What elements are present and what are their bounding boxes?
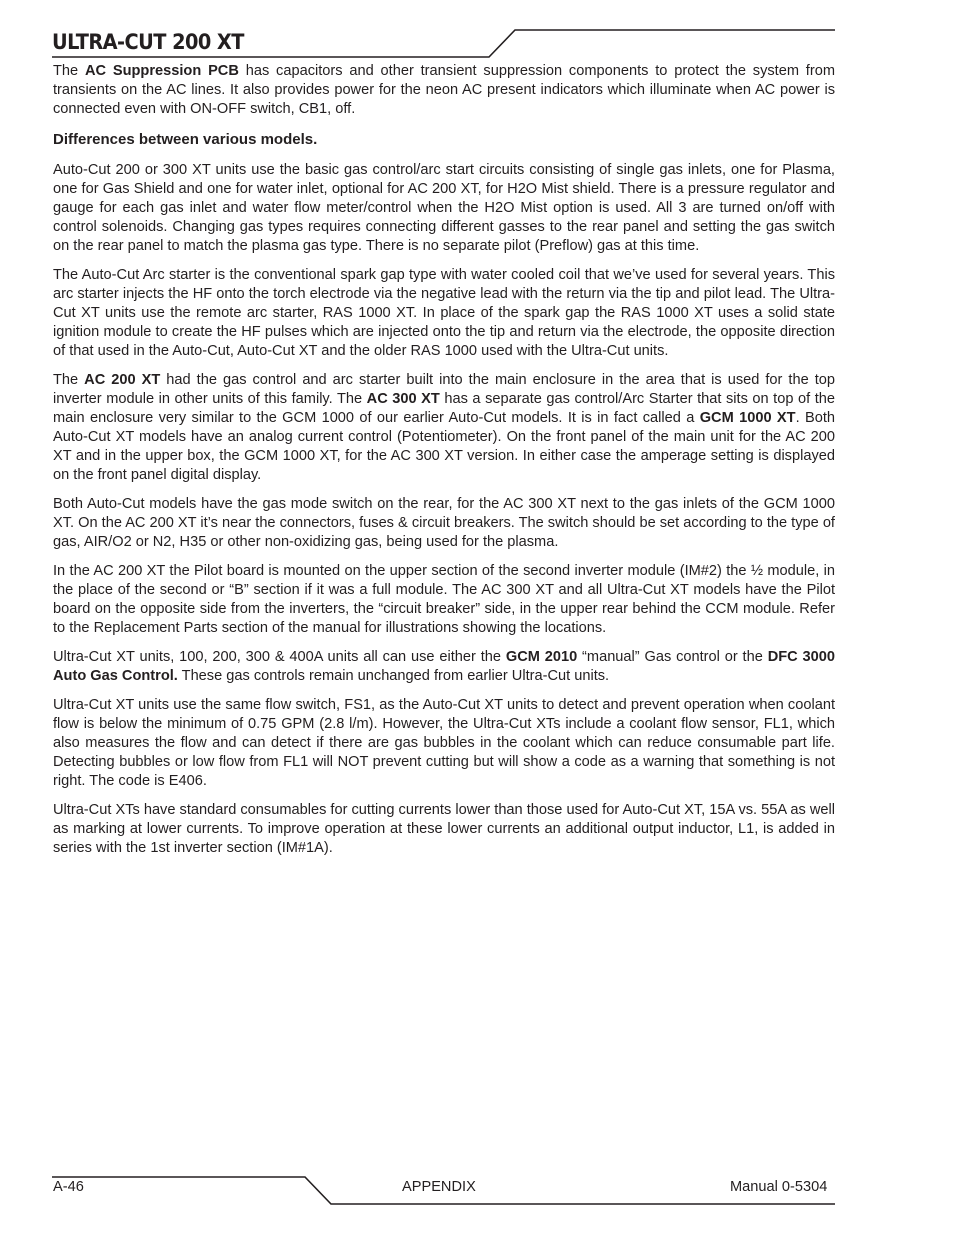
text-run: had the gas control and arc starter built into the main enclosure in the area that is used for the top inverter module in other units of this family. The (53, 372, 836, 407)
manual-number: Manual 0-5304 (730, 1179, 828, 1195)
text-run: These gas controls remain unchanged from earlier Ultra-Cut units. (177, 668, 610, 684)
paragraph (53, 266, 835, 361)
bold-term: GCM 1000 XT (699, 410, 796, 426)
footer-section: APPENDIX (402, 1179, 476, 1195)
text-run: Both Auto-Cut models have the gas mode switch on the rear, for the AC 300 XT next to the gas inlets of the GCM 1000 XT. On the AC 200 XT it’s near the connectors, fuses & circuit breakers. The switch should be set according to the type of gas, AIR/O2 or N2, H35 or other non-oxidizing gas, being used for the plasma. (53, 496, 835, 550)
section-heading (53, 130, 835, 149)
paragraph (53, 648, 835, 686)
bold-term: AC 300 XT (366, 391, 440, 407)
text-run: Auto-Cut 200 or 300 XT units use the basic gas control/arc start circuits consisting of single gas inlets, one for Plasma, one for Gas Shield and one for water inlet, optional for AC 200 XT, for H2O Mist shield. There is a pressure regulator and gauge for each gas inlet and water flow meter/control when the H2O Mist option is used. All 3 are turned on/off with control solenoids. Changing gas types requires connecting different gasses to the rear panel and setting the gas switch on the rear panel to match the plasma gas type. There is no separate pilot (Preflow) gas at this time. (53, 162, 835, 254)
paragraph (53, 371, 835, 485)
bold-term: DFC 3000 Auto Gas Control. (53, 649, 835, 684)
paragraph (53, 495, 835, 552)
paragraph (53, 161, 835, 256)
text-run: In the AC 200 XT the Pilot board is mounted on the upper section of the second inverter module (IM#2) the ½ module, in the place of the second or “B” section if it was a full module. The AC 300 XT and all Ultra-Cut XT models have the Pilot board on the opposite side from the inverters, the “circuit breaker” side, in the upper rear behind the CCM module. Refer to the Replacement Parts section of the manual for illustrations showing the locations. (53, 563, 835, 636)
text-run: . Both Auto-Cut XT models have an analog current control (Potentiometer). On the front panel of the main unit for the AC 200 XT and in the upper box, the GCM 1000 XT, for the AC 300 XT version. In either case the amperage setting is displayed on the front panel digital display. (53, 410, 835, 483)
bold-term: AC 200 XT (84, 372, 161, 388)
text-run: has a separate gas control/Arc Starter that sits on top of the main enclosure very similar to the GCM 1000 of our earlier Auto-Cut models. It is in fact called a (53, 391, 836, 426)
text-run: The Auto-Cut Arc starter is the conventional spark gap type with water cooled coil that we’ve used for several years. This arc starter injects the HF onto the torch electrode via the negative lead with the return via the tip and pilot lead. The Ultra-Cut XT units use the remote arc starter, RAS 1000 XT. In place of the spark gap the RAS 1000 XT uses a solid state ignition module to create the HF pulses which are injected onto the tip and return via the electrode, the opposite direction of that used in the Auto-Cut, Auto-Cut XT and the older RAS 1000 used with the Ultra-Cut units. (53, 267, 835, 359)
text-run: Ultra-Cut XTs have standard consumables for cutting currents lower than those used for Auto-Cut XT, 15A vs. 55A as well as marking at lower currents. To improve operation at these lower currents an additional output inductor, L1, is added in series with the 1st inverter section (IM#1A). (53, 802, 835, 856)
paragraph (53, 62, 835, 119)
page-title: ULTRA-CUT 200 XT (52, 30, 244, 54)
page-number: A-46 (53, 1179, 84, 1195)
bold-term: AC Suppression PCB (84, 63, 239, 79)
bold-term: GCM 2010 (505, 649, 578, 665)
document-body (53, 62, 835, 868)
text-run: The (53, 372, 85, 388)
paragraph (53, 696, 835, 791)
paragraph (53, 801, 835, 858)
text-run: “manual” Gas control or the (577, 649, 768, 665)
text-run: Differences between various models. (53, 131, 318, 148)
text-run: Ultra-Cut XT units, 100, 200, 300 & 400A units all can use either the (53, 649, 506, 665)
text-run: has capacitors and other transient suppression components to protect the system from transients on the AC lines. It also provides power for the neon AC present indicators which illuminate when AC power is connected even with ON-OFF switch, CB1, off. (53, 63, 835, 117)
text-run: The (53, 63, 85, 79)
paragraph (53, 562, 835, 638)
text-run: Ultra-Cut XT units use the same flow switch, FS1, as the Auto-Cut XT units to detect and prevent operation when coolant flow is below the minimum of 0.75 GPM (2.8 l/m). However, the Ultra-Cut XTs include a coolant flow sensor, FL1, which also measures the flow and can detect if there are gas bubbles in the coolant which can reduce consumable part life. Detecting bubbles or low flow from FL1 will NOT prevent cutting but will show a code as a warning that something is not right. The code is E406. (53, 697, 835, 789)
